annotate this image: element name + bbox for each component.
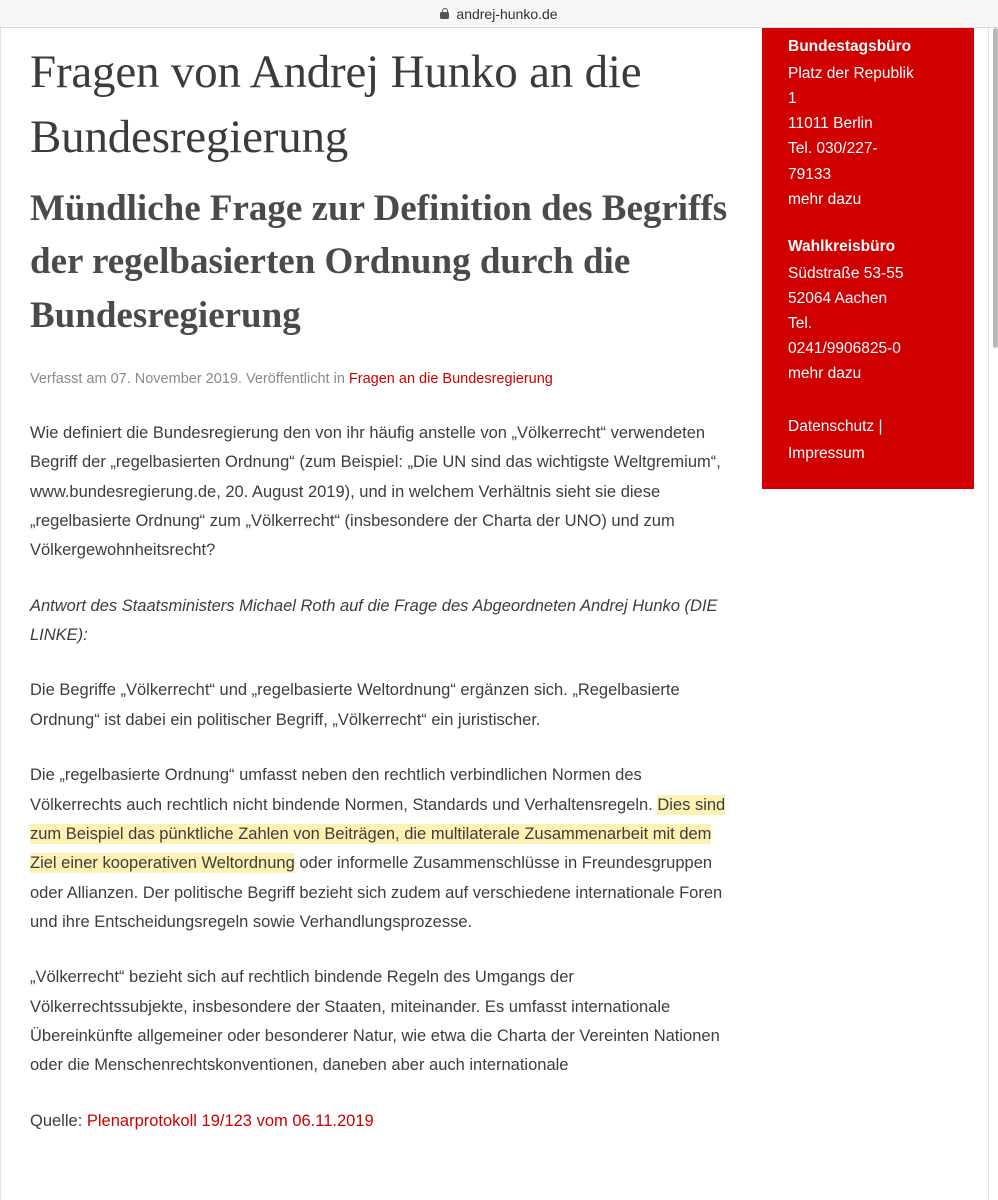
office1-line-4: Tel. 030/227- (788, 140, 878, 158)
office1-line-5: 79133 (788, 165, 832, 183)
article-meta (30, 369, 730, 389)
office2-line-2: 52064 Aachen (788, 289, 888, 307)
meta-category-link[interactable]: Fragen an die Bundesregierung (348, 370, 553, 387)
paragraph-question: Wie definiert die Bundesregierung den von ihr häufig anstelle von „Völkerrecht“ verwendeten Begriff der „regelbasierten Ordnung“ (zum Beispiel: „Die UN sind das wichtigste Weltgremium“, www.bundesregierung.de, 20. August 2019), und in welchem Verhältnis sieht sie diese „regelbasierte Ordnung“ zum „Völkerrecht“ (insbesondere der Charta der UNO) und zum Völkergewohnheitsrecht? (30, 423, 721, 560)
article-subtitle: Mündliche Frage zur Definition des Begriffs der regelbasierten Ordnung durch die Bundesregierung (30, 187, 728, 336)
url-text: andrej-hunko.de (456, 5, 558, 22)
browser-address-bar[interactable] (0, 0, 998, 28)
paragraph-answer-intro: Antwort des Staatsministers Michael Roth auf die Frage des Abgeordneten Andrej Hunko (DIE LINKE): (30, 596, 718, 645)
source-label: Quelle: (30, 1111, 87, 1130)
privacy-link[interactable]: Datenschutz (788, 418, 875, 436)
office1-line-3: 11011 Berlin (788, 115, 873, 133)
page-right-edge (988, 28, 989, 1200)
office2-title: Wahlkreisbüro (788, 237, 896, 255)
page-viewport (0, 28, 998, 1200)
office2-line-4: 0241/9906825-0 (788, 340, 901, 358)
office2-more-link[interactable]: mehr dazu (788, 365, 862, 383)
office2-line-1: Südstraße 53-55 (788, 264, 904, 282)
paragraph-part-post: oder informelle Zusammenschlüsse in Freundesgruppen oder Allianzen. Der politische Begriff bezieht sich zudem auf verschiedene internationale Foren und ihre Entscheidungsregeln sowie Verhandlungsprozesse. (30, 854, 723, 931)
paragraph-part-pre: Die „regelbasierte Ordnung“ umfasst neben den rechtlich verbindlichen Normen des Völkerrechts auch rechtlich nicht bindende Normen, Standards und Verhaltensregeln. (30, 766, 658, 814)
lock-icon (440, 8, 449, 19)
link-separator: | (874, 418, 883, 436)
office1-line-2: 1 (788, 90, 797, 108)
meta-date-text: Verfasst am 07. November 2019. Veröffentlicht in (30, 370, 349, 387)
paragraph-rules-based-order (30, 761, 730, 937)
scrollbar-thumb[interactable] (993, 28, 998, 348)
contact-sidebar (762, 28, 974, 489)
page-title: Fragen von Andrej Hunko an die Bundesregierung (30, 46, 642, 163)
paragraph-terms: Die Begriffe „Völkerrecht“ und „regelbasierte Weltordnung“ ergänzen sich. „Regelbasierte Ordnung“ ist dabei ein politischer Begriff, „Völkerrecht“ ein juristischer. (30, 681, 680, 729)
source-line (30, 1107, 730, 1136)
url-display[interactable] (440, 6, 557, 22)
page-left-edge (0, 28, 1, 1200)
highlighted-text: Dies sind zum Beispiel das pünktliche Zahlen von Beiträgen, die multilaterale Zusammenarbeit mit dem Ziel einer kooperativen Weltordnung (30, 795, 726, 873)
paragraph-international-law: „Völkerrecht“ bezieht sich auf rechtlich bindende Regeln des Umgangs der Völkerrechtssubjekte, insbesondere der Staaten, miteinander. Es umfasst internationale Übereinkünfte allgemeiner oder besonderer Natur, wie etwa die Charta der Vereinten Nationen oder die Menschenrechtskonventionen, daneben aber auch internationale (30, 968, 720, 1075)
office1-title: Bundestagsbüro (788, 38, 912, 55)
office1-line-1: Platz der Republik (788, 65, 914, 83)
office2-line-3: Tel. (788, 315, 813, 333)
article-content (30, 40, 730, 1136)
source-link[interactable]: Plenarprotokoll 19/123 vom 06.11.2019 (86, 1111, 374, 1130)
sidebar-legal-links (788, 414, 952, 467)
office1-more-link[interactable]: mehr dazu (788, 190, 862, 208)
imprint-link[interactable]: Impressum (788, 444, 865, 462)
vertical-scrollbar[interactable] (993, 28, 998, 1200)
